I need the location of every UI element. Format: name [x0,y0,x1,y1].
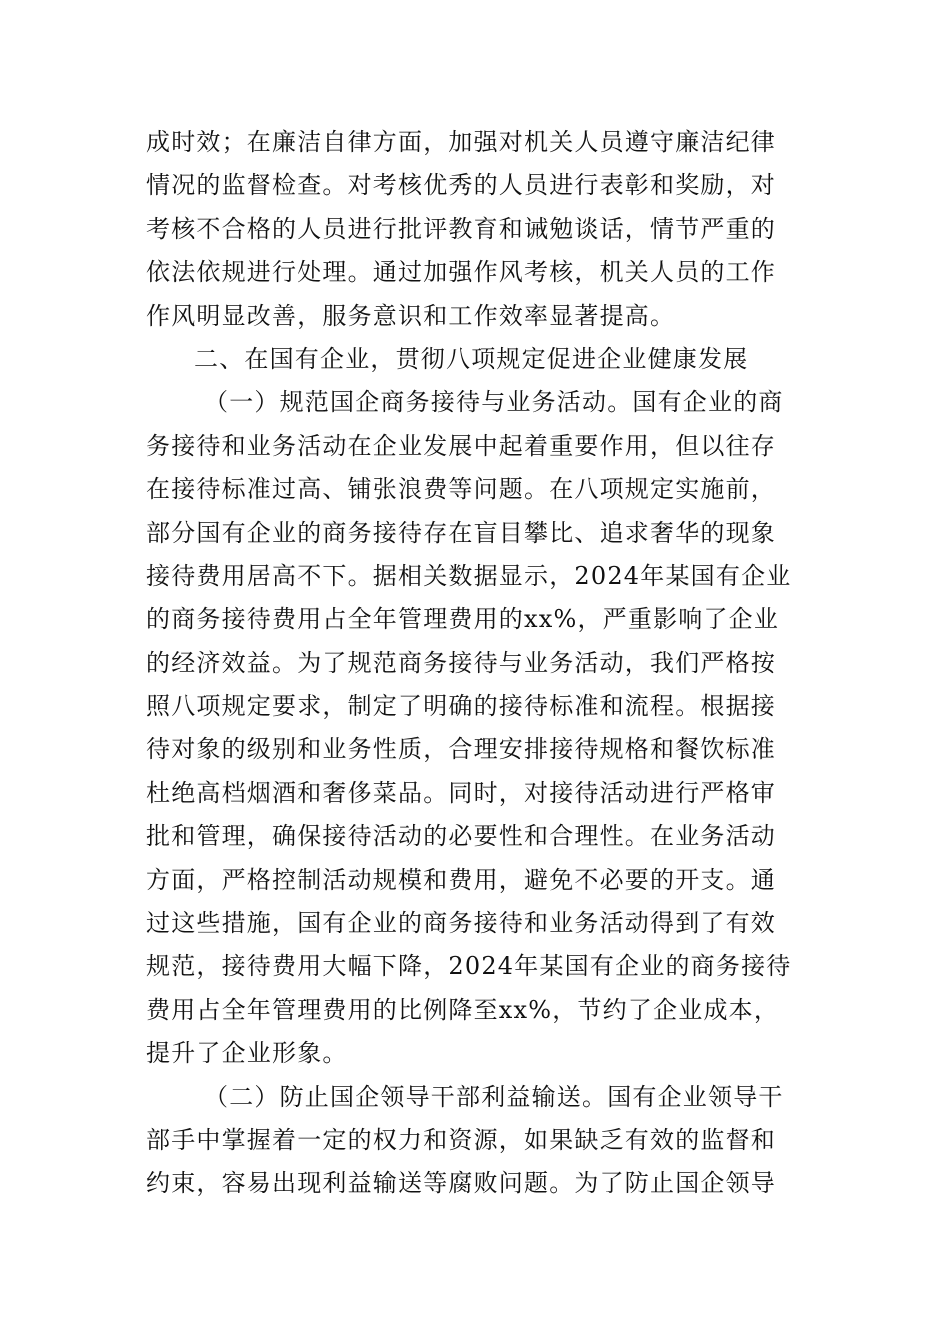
document-body [146,121,806,1206]
paragraph-line: 杜绝高档烟酒和奢侈菜品。同时，对接待活动进行严格审 [146,778,776,807]
paragraph-line: 成时效；在廉洁自律方面，加强对机关人员遵守廉洁纪律 [146,128,776,156]
paragraph-line: 规范，接待费用大幅下降，2024年某国有企业的商务接待 [146,952,792,981]
paragraph-line: 考核不合格的人员进行批评教育和诫勉谈话，情节严重的 [146,214,776,243]
paragraph-line: 费用占全年管理费用的比例降至xx%，节约了企业成本， [146,995,780,1024]
paragraph-line: 提升了企业形象。 [146,1039,348,1068]
paragraph-line: 情况的监督检查。对考核优秀的人员进行表彰和奖励，对 [146,171,776,200]
paragraph-line: 接待费用居高不下。据相关数据显示，2024年某国有企业 [146,561,792,590]
paragraph-line: 在接待标准过高、铺张浪费等问题。在八项规定实施前， [146,475,776,504]
paragraph-line: 务接待和业务活动在企业发展中起着重要作用，但以往存 [146,431,776,460]
paragraph-line: 过这些措施，国有企业的商务接待和业务活动得到了有效 [146,909,776,938]
paragraph-line: 部分国有企业的商务接待存在盲目攀比、追求奢华的现象 [146,518,776,547]
paragraph-line: 的商务接待费用占全年管理费用的xx%，严重影响了企业 [146,605,780,634]
section-heading: 二、在国有企业，贯彻八项规定促进企业健康发展 [194,344,749,373]
paragraph-line: 作风明显改善，服务意识和工作效率显著提高。 [146,301,676,330]
paragraph-line: 批和管理，确保接待活动的必要性和合理性。在业务活动 [146,822,776,851]
paragraph-line: 部手中掌握着一定的权力和资源，如果缺乏有效的监督和 [146,1125,776,1154]
paragraph-line: 照八项规定要求，制定了明确的接待标准和流程。根据接 [146,692,776,721]
paragraph-line: 约束，容易出现利益输送等腐败问题。为了防止国企领导 [146,1169,776,1198]
paragraph-line: 待对象的级别和业务性质，合理安排接待规格和餐饮标准 [146,735,776,764]
subsection-heading-line: （二）防止国企领导干部利益输送。国有企业领导干 [204,1082,784,1111]
paragraph-line: 方面，严格控制活动规模和费用，避免不必要的开支。通 [146,865,776,894]
paragraph-line: 的经济效益。为了规范商务接待与业务活动，我们严格按 [146,648,776,677]
subsection-heading-line: （一）规范国企商务接待与业务活动。国有企业的商 [204,388,784,417]
paragraph-line: 依法依规进行处理。通过加强作风考核，机关人员的工作 [146,258,776,287]
